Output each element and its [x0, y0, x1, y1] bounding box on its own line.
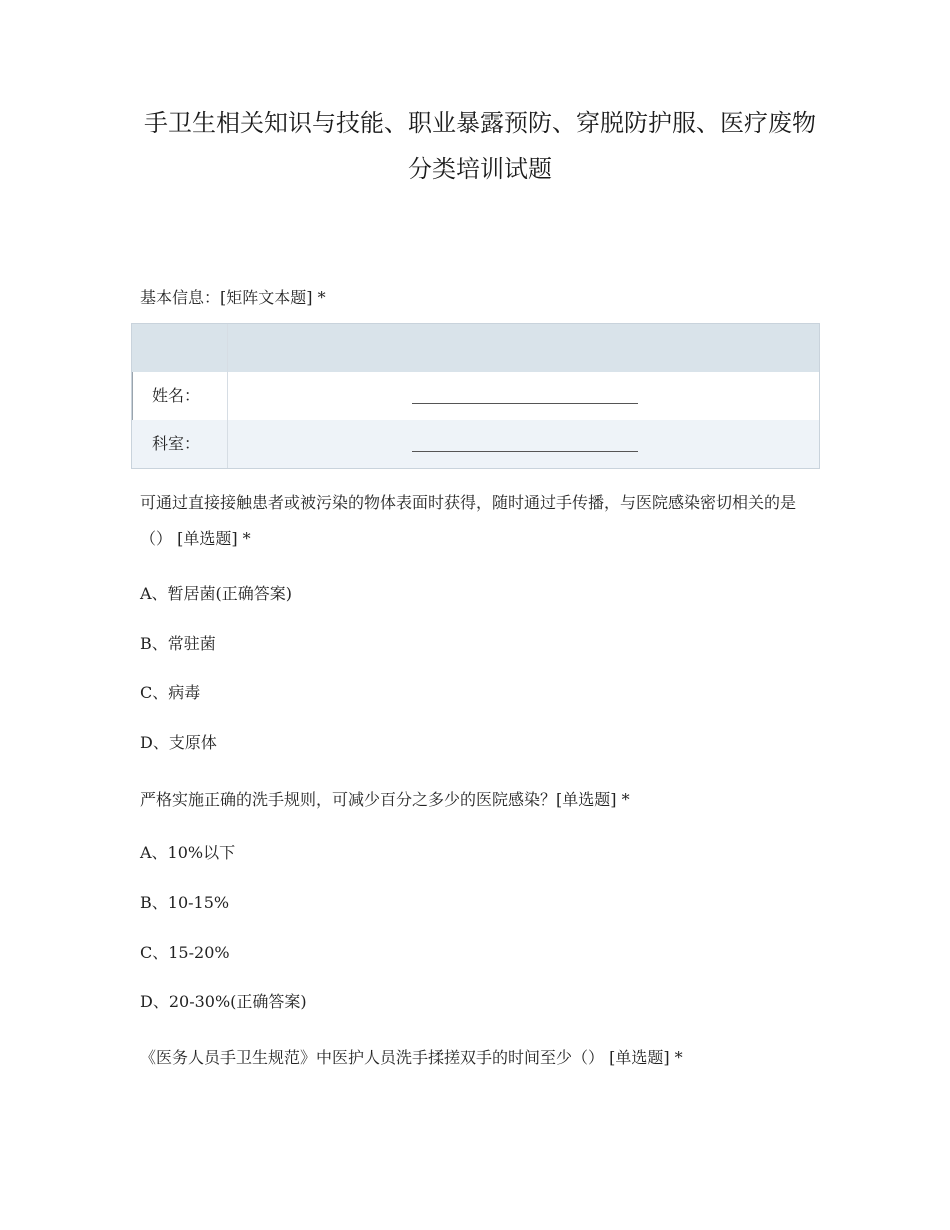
question-1-prompt: 可通过直接接触患者或被污染的物体表面时获得，随时通过手传播，与医院感染密切相关的是（） [单选题] * — [140, 493, 797, 548]
document-title: 手卫生相关知识与技能、职业暴露预防、穿脱防护服、医疗废物分类培训试题 — [144, 109, 816, 183]
question-2-option-a[interactable]: A、10%以下 — [140, 843, 236, 862]
department-label: 科室： — [152, 434, 201, 453]
question-3-prompt: 《医务人员手卫生规范》中医护人员洗手揉搓双手的时间至少（） [单选题] * — [140, 1048, 683, 1067]
matrix-header-row — [132, 324, 819, 372]
row-marker — [132, 372, 133, 420]
matrix-column-divider — [227, 324, 228, 468]
question-2-prompt: 严格实施正确的洗手规则，可减少百分之多少的医院感染？[单选题] * — [140, 790, 630, 809]
name-input-line[interactable] — [412, 403, 638, 404]
question-2-option-b[interactable]: B、10-15% — [140, 893, 230, 912]
matrix-row-department — [132, 420, 819, 468]
basic-info-matrix — [131, 323, 820, 469]
name-label: 姓名： — [152, 386, 201, 405]
question-2-option-d[interactable]: D、20-30%(正确答案) — [140, 992, 307, 1011]
department-input-line[interactable] — [412, 451, 638, 452]
question-1-option-a[interactable]: A、暂居菌(正确答案) — [140, 584, 293, 603]
matrix-row-name — [132, 372, 819, 420]
question-1-option-c[interactable]: C、病毒 — [140, 683, 201, 702]
question-1-option-b[interactable]: B、常驻菌 — [140, 634, 216, 653]
basic-info-label: 基本信息：[矩阵文本题] * — [140, 288, 326, 307]
question-2-option-c[interactable]: C、15-20% — [140, 943, 230, 962]
question-1-option-d[interactable]: D、支原体 — [140, 733, 217, 752]
